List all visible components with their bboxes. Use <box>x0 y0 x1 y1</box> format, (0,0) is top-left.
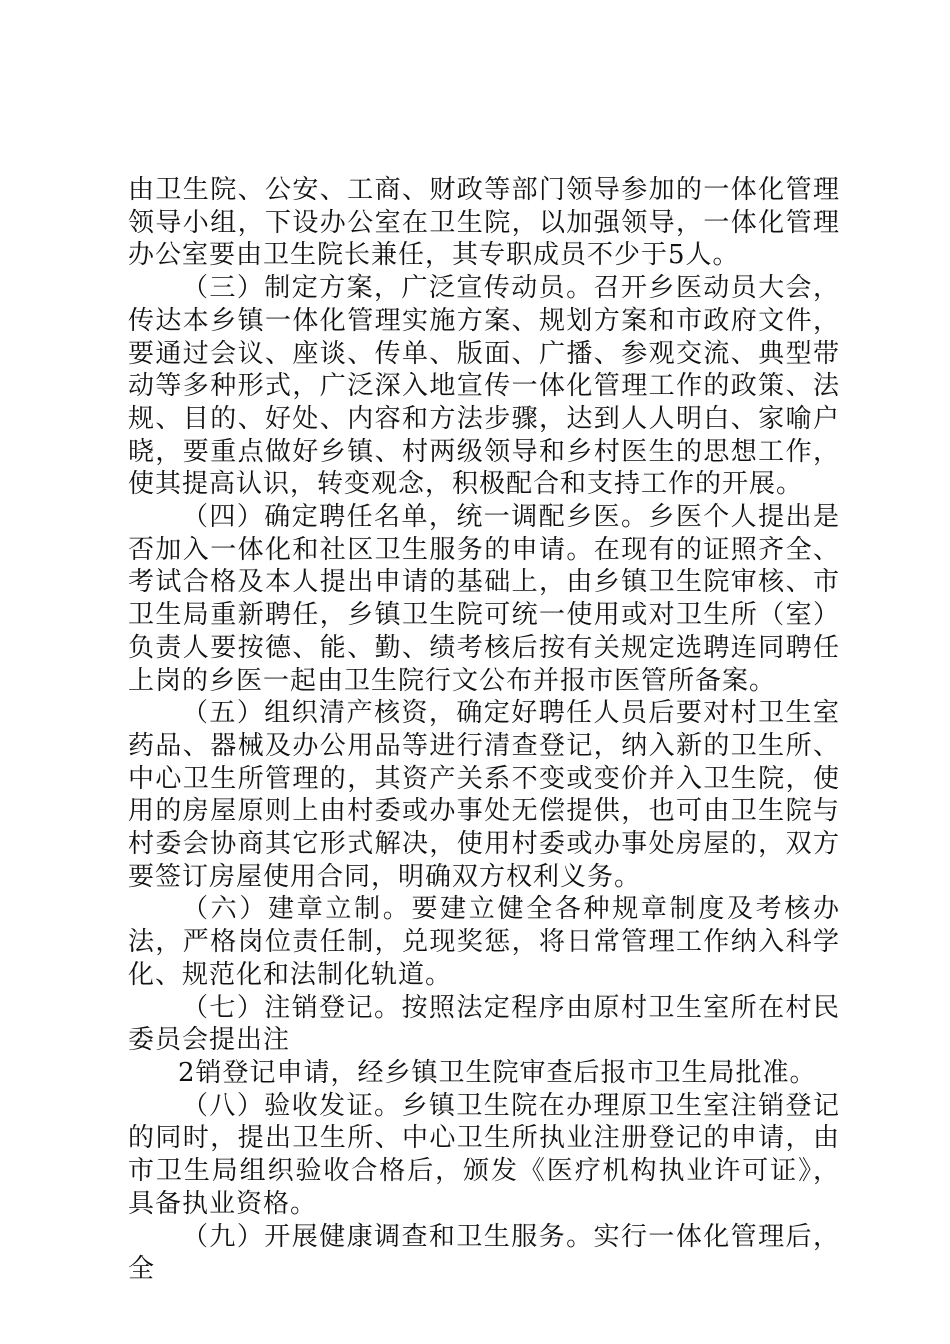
paragraph-section-7: （七）注销登记。按照法定程序由原村卫生室所在村民委员会提出注 <box>128 992 840 1056</box>
paragraph-section-9: （九）开展健康调查和卫生服务。实行一体化管理后，全 <box>128 1221 840 1285</box>
paragraph-section-6: （六）建章立制。要建立健全各种规章制度及考核办法，严格岗位责任制，兑现奖惩，将日常管理工作纳入科学化、规范化和法制化轨道。 <box>128 894 840 990</box>
paragraph-leading-group: 由卫生院、公安、工商、财政等部门领导参加的一体化管理领导小组，下设办公室在卫生院，以加强领导，一体化管理办公室要由卫生院长兼任，其专职成员不少于5人。 <box>128 175 840 271</box>
paragraph-section-8: （八）验收发证。乡镇卫生院在办理原卫生室注销登记的同时，提出卫生所、中心卫生所执业注册登记的申请，由市卫生局组织验收合格后，颁发《医疗机构执业许可证》，具备执业资格。 <box>128 1090 840 1219</box>
paragraph-section-3: （三）制定方案，广泛宣传动员。召开乡医动员大会，传达本乡镇一体化管理实施方案、规划方案和市政府文件，要通过会议、座谈、传单、版面、广播、参观交流、典型带动等多种形式，广泛深入地宣传一体化管理工作的政策、法规、目的、好处、内容和方法步骤，达到人人明白、家喻户晓，要重点做好乡镇、村两级领导和乡村医生的思想工作，使其提高认识，转变观念，积极配合和支持工作的开展。 <box>128 273 840 500</box>
paragraph-page-break-continuation: 2销登记申请，经乡镇卫生院审查后报市卫生局批准。 <box>178 1057 817 1088</box>
document-body <box>128 174 840 1286</box>
paragraph-section-4: （四）确定聘任名单，统一调配乡医。乡医个人提出是否加入一体化和社区卫生服务的申请。在现有的证照齐全、考试合格及本人提出申请的基础上，由乡镇卫生院审核、市卫生局重新聘任，乡镇卫生院可统一使用或对卫生所（室）负责人要按德、能、勤、绩考核后按有关规定选聘连同聘任上岗的乡医一起由卫生院行文公布并报市医管所备案。 <box>128 502 840 696</box>
paragraph-section-5: （五）组织清产核资，确定好聘任人员后要对村卫生室药品、器械及办公用品等进行清查登记，纳入新的卫生所、中心卫生所管理的，其资产关系不变或变价并入卫生院，使用的房屋原则上由村委或办事处无偿提供，也可由卫生院与村委会协商其它形式解决，使用村委或办事处房屋的，双方要签订房屋使用合同，明确双方权利义务。 <box>128 698 840 892</box>
